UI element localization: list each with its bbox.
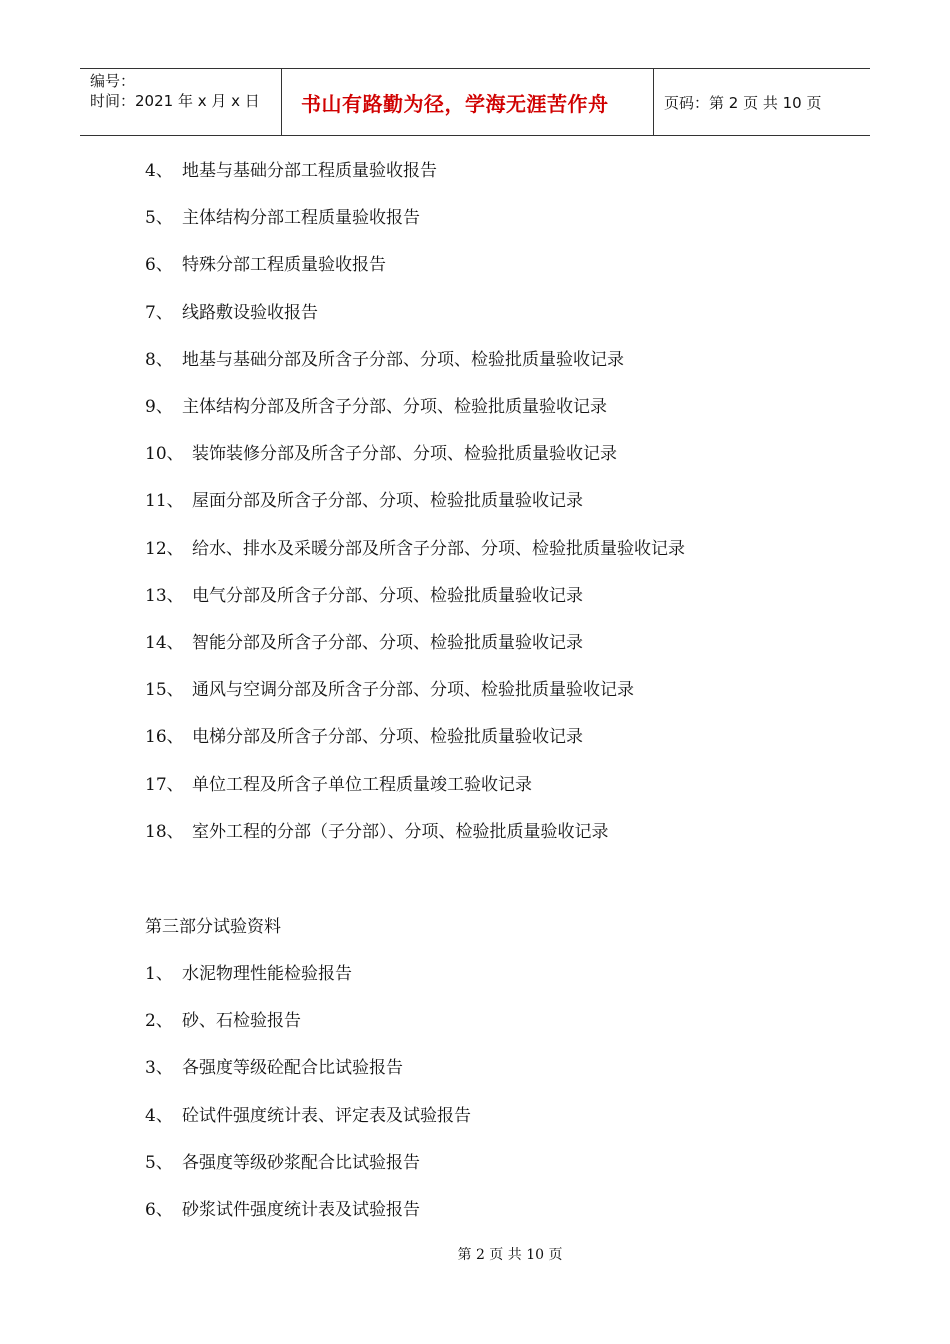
list-item [145,1056,403,1080]
item-text: 砼试件强度统计表、评定表及试验报告 [182,1105,471,1126]
item-number: 16、 [145,727,184,748]
item-text: 地基与基础分部及所含子分部、分项、检验批质量验收记录 [182,349,624,370]
item-number: 17、 [145,774,184,795]
list-item [145,1104,471,1128]
list-item [145,820,609,844]
item-text: 水泥物理性能检验报告 [182,964,352,984]
header-page-info: 页码：第 2 页 共 10 页 [664,93,822,112]
page-footer: 第 2 页 共 10 页 [457,1247,563,1263]
list-item [145,489,583,513]
item-number: 4、 [145,1105,173,1126]
item-text: 线路敷设验收报告 [182,302,318,323]
header-motto: 书山有路勤为径，学海无涯苦作舟 [281,69,654,135]
item-text: 通风与空调分部及所含子分部、分项、检验批质量验收记录 [192,680,634,701]
document-code-label: 编号： [90,72,136,90]
document-date: 时间：2021 年 x 月 x 日 [90,92,260,110]
item-number: 2、 [145,1011,173,1032]
list-item [145,725,583,749]
item-text: 地基与基础分部工程质量验收报告 [182,161,437,181]
section-title: 第三部分试验资料 [145,917,281,937]
item-text: 单位工程及所含子单位工程质量竣工验收记录 [192,774,532,795]
list-item [145,1009,301,1033]
item-number: 5、 [145,1152,173,1173]
item-text: 电梯分部及所含子分部、分项、检验批质量验收记录 [192,727,583,748]
item-text: 给水、排水及采暖分部及所含子分部、分项、检验批质量验收记录 [192,538,685,559]
item-number: 4、 [145,161,173,181]
item-number: 5、 [145,208,173,229]
list-item [145,301,318,325]
list-item [145,962,352,986]
list-item [145,773,532,797]
page-header [80,68,870,136]
list-item [145,1198,420,1222]
item-number: 9、 [145,397,173,417]
item-number: 14、 [145,633,184,653]
item-text: 各强度等级砂浆配合比试验报告 [182,1152,420,1173]
item-text: 屋面分部及所含子分部、分项、检验批质量验收记录 [192,491,583,512]
list-item [145,537,685,561]
item-number: 6、 [145,255,173,276]
item-text: 砂、石检验报告 [182,1011,301,1032]
item-number: 10、 [145,444,184,465]
item-text: 特殊分部工程质量验收报告 [182,255,386,276]
item-text: 各强度等级砼配合比试验报告 [182,1058,403,1079]
item-number: 11、 [145,491,184,512]
item-number: 3、 [145,1058,173,1079]
item-text: 室外工程的分部（子分部）、分项、检验批质量验收记录 [192,821,609,842]
item-number: 13、 [145,585,184,606]
list-item [145,631,583,655]
item-text: 砂浆试件强度统计表及试验报告 [182,1200,420,1220]
list-item [145,442,617,466]
list-item [145,159,437,183]
item-text: 智能分部及所含子分部、分项、检验批质量验收记录 [192,633,583,653]
list-item [145,678,634,702]
item-number: 7、 [145,302,173,323]
item-number: 18、 [145,821,184,842]
list-item [145,1151,420,1175]
item-number: 1、 [145,964,173,984]
item-text: 主体结构分部及所含子分部、分项、检验批质量验收记录 [182,397,607,417]
list-item [145,206,420,230]
item-number: 12、 [145,538,184,559]
item-text: 主体结构分部工程质量验收报告 [182,208,420,229]
list-item [145,253,386,277]
item-number: 8、 [145,349,173,370]
list-item [145,348,624,372]
item-number: 6、 [145,1200,173,1220]
item-text: 电气分部及所含子分部、分项、检验批质量验收记录 [192,585,583,606]
header-meta [80,69,281,135]
list-item [145,584,583,608]
item-text: 装饰装修分部及所含子分部、分项、检验批质量验收记录 [192,444,617,465]
item-number: 15、 [145,680,184,701]
list-item [145,395,607,419]
